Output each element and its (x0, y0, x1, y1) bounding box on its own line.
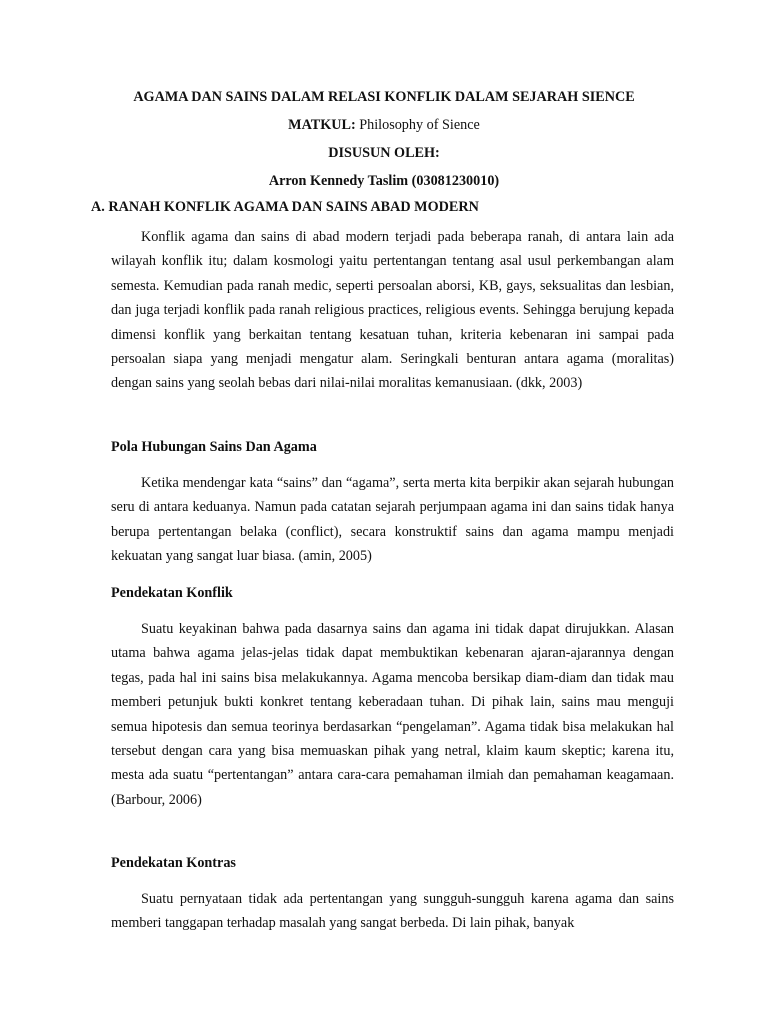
course-label: MATKUL: (288, 117, 356, 133)
compiled-by-label: DISUSUN OLEH: (328, 145, 440, 161)
course-value: Philosophy of Sience (355, 117, 480, 133)
author-line: Arron Kennedy Taslim (03081230010) (268, 173, 500, 189)
pendekatan-kontras-paragraph: Suatu pernyataan tidak ada pertentangan yang sungguh-sungguh karena agama dan sains memberi tanggapan terhadap masalah yang sangat berbeda. Di lain pihak, banyak (111, 891, 674, 932)
course-line (0, 117, 768, 134)
pendekatan-konflik-heading: Pendekatan Konflik (111, 585, 233, 601)
section-a-heading: A. RANAH KONFLIK AGAMA DAN SAINS ABAD MODERN (91, 199, 479, 215)
pendekatan-konflik-paragraph: Suatu keyakinan bahwa pada dasarnya sains dan agama ini tidak dapat dirujukkan. Alasan utama bahwa agama jelas-jelas tidak dapat membuktikan kebenaran ajaran-ajarannya dengan tegas, pada hal ini sains bisa melakukannya. Agama mencoba bersikap diam-diam dan tidak mau memberi petunjuk bukti konkret tentang keberadaan tuhan. Di pihak lain, sains mau menguji semua hipotesis dan semua teorinya berdasarkan “pengelaman”. Agama tidak bisa melakukan hal tersebut dengan cara yang bisa memuaskan pihak yang netral, klaim kaum skeptic; karena itu, mesta ada suatu “pertentangan” antara cara-cara pemahaman ilmiah dan pemahaman keagamaan. (Barbour, 2006) (111, 621, 674, 808)
pendekatan-kontras-heading: Pendekatan Kontras (111, 855, 236, 871)
pola-hubungan-heading: Pola Hubungan Sains Dan Agama (111, 439, 317, 455)
section-a-paragraph: Konflik agama dan sains di abad modern terjadi pada beberapa ranah, di antara lain ada wilayah konflik itu; dalam kosmologi yaitu pertentangan tentang asal usul perkembangan alam semesta. Kemudian pada ranah medic, seperti persoalan aborsi, KB, gays, seksualitas dan lesbian, dan juga terjadi konflik pada ranah religious practices, religious events. Sehingga berujung kepada dimensi konflik yang berkaitan tentang kesatuan tuhan, kriteria kebenaran ini sampai pada persoalan siapa yang menjadi mengatur alam. Seringkali benturan antara agama (moralitas) dengan sains yang seolah bebas dari nilai-nilai moralitas kemanusiaan. (dkk, 2003) (111, 229, 674, 392)
pola-hubungan-paragraph: Ketika mendengar kata “sains” dan “agama”, serta merta kita berpikir akan sejarah hubungan seru di antara keduanya. Namun pada catatan sejarah perjumpaan agama ini dan sains tidak hanya berupa pertentangan belaka (conflict), secara konstruktif sains dan agama mampu menjadi kekuatan yang sangat luar biasa. (amin, 2005) (111, 475, 674, 565)
document-title: AGAMA DAN SAINS DALAM RELASI KONFLIK DALAM SEJARAH SIENCE (133, 89, 635, 105)
